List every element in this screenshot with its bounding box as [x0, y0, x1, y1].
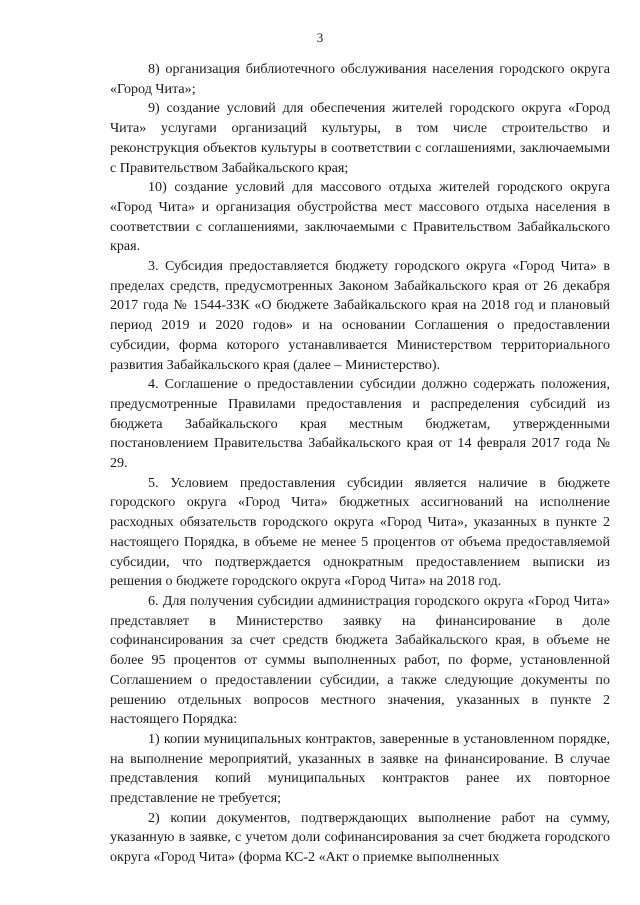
paragraph-item-8: 8) организация библиотечного обслуживания населения городского округа «Город Чита»;	[110, 61, 610, 97]
paragraph-subitem-2: 2) копии документов, подтверждающих выполнение работ на сумму, указанную в заявке, с учетом доли софинансирования за счет бюджета городского округа «Город Чита» (форма КС-2 «Акт о приемке выполненных	[110, 809, 610, 866]
paragraph-item-9: 9) создание условий для обеспечения жителей городского округа «Город Чита» услугами организаций культуры, в том числе строительство и реконструкция объектов культуры в соответствии с соглашениями, заключаемыми с Правительством Забайкальского края;	[110, 100, 610, 176]
paragraph-item-10: 10) создание условий для массового отдыха жителей городского округа «Город Чита» и организация обустройства мест массового отдыха населения в соответствии с соглашениями, заключаемыми с Правительством Забайкальского края.	[110, 179, 610, 255]
document-body	[110, 60, 610, 868]
paragraph-section-4: 4. Соглашение о предоставлении субсидии должно содержать положения, предусмотренные Правилами предоставления и распределения субсидий из бюджета Забайкальского края местным бюджетам, утвержденными постановлением Правительства Забайкальского края от 14 февраля 2017 года № 29.	[110, 376, 610, 472]
paragraph-section-3: 3. Субсидия предоставляется бюджету городского округа «Город Чита» в пределах средств, предусмотренных Законом Забайкальского края от 26 декабря 2017 года № 1544-ЗЗК «О бюджете Забайкальского края на 2018 год и плановый период 2019 и 2020 годов» и на основании Соглашения о предоставлении субсидии, форма которого устанавливается Министерством территориального развития Забайкальского края (далее – Министерство).	[110, 258, 610, 373]
paragraph-section-5: 5. Условием предоставления субсидии является наличие в бюджете городского округа «Город Чита» бюджетных ассигнований на исполнение расходных обязательств городского округа «Город Чита», указанных в пункте 2 настоящего Порядка, в объеме не менее 5 процентов от объема предоставляемой субсидии, что подтверждается однократным предоставлением выписки из решения о бюджете городского округа «Город Чита» на 2018 год.	[110, 474, 610, 590]
page-number: 3	[316, 30, 324, 45]
paragraph-subitem-1: 1) копии муниципальных контрактов, заверенные в установленном порядке, на выполнение мероприятий, указанных в заявке на финансирование. В случае представления копий муниципальных контрактов ранее их повторное представление не требуется;	[110, 730, 610, 807]
paragraph-section-6: 6. Для получения субсидии администрация городского округа «Город Чита» представляет в Министерство заявку на финансирование в доле софинансирования за счет средств бюджета Забайкальского края, в объеме не более 95 процентов от суммы выполненных работ, по форме, установленной Соглашением о предоставлении субсидии, а также следующие документы по решению отдельных вопросов местного значения, указанных в пункте 2 настоящего Порядка:	[110, 592, 610, 728]
